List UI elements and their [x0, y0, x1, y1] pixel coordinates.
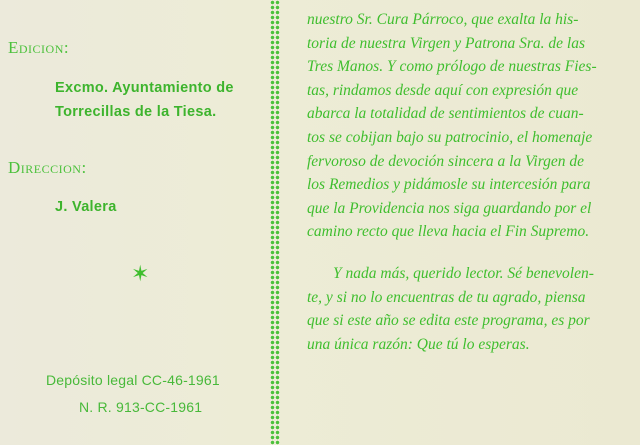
text-line: fervoroso de devoción sincera a la Virgen de	[307, 152, 585, 170]
text-line: tos se cobijan bajo su patrocinio, el homenaje	[307, 128, 593, 146]
text-column	[285, 0, 640, 445]
dotted-divider	[270, 0, 280, 445]
text-line: abarca la totalidad de sentimientos de cuan-	[307, 105, 584, 123]
publisher-line-1: Excmo. Ayuntamiento de	[55, 80, 234, 96]
credits-column	[0, 0, 270, 445]
registration-number: N. R. 913-CC-1961	[79, 399, 203, 415]
paragraph-2	[307, 262, 640, 356]
text-line: nuestro Sr. Cura Párroco, que exalta la his-	[307, 11, 579, 28]
text-line: los Remedios y pidámosle su intercesión para	[307, 176, 591, 194]
text-line: toria de nuestra Virgen y Patrona Sra. de las	[307, 34, 585, 52]
text-line: tas, rindamos desde aquí con expresión que	[307, 81, 579, 99]
paragraph-1	[307, 8, 640, 244]
text-line: que si este año se edita este programa, es por	[307, 312, 590, 330]
director-name: J. Valera	[55, 199, 117, 215]
text-line: Tres Manos. Y como prólogo de nuestras Fies-	[307, 58, 597, 76]
text-line: que la Providencia nos siga guardando por el	[307, 199, 592, 217]
body-text	[307, 8, 640, 356]
text-line: camino recto que lleva hacia el Fin Supremo.	[307, 223, 590, 241]
direccion-heading: Direccion:	[8, 158, 87, 177]
star-ornament-icon: ✶	[131, 262, 150, 287]
edicion-heading: Edicion:	[8, 38, 70, 57]
text-line: una única razón: Que tú lo esperas.	[307, 335, 530, 353]
publisher-line-2: Torrecillas de la Tiesa.	[55, 104, 217, 120]
text-line: te, y si no lo encuentras de tu agrado, piensa	[307, 288, 586, 306]
text-line: Y nada más, querido lector. Sé benevolen-	[333, 264, 594, 282]
legal-deposit: Depósito legal CC-46-1961	[46, 372, 220, 388]
